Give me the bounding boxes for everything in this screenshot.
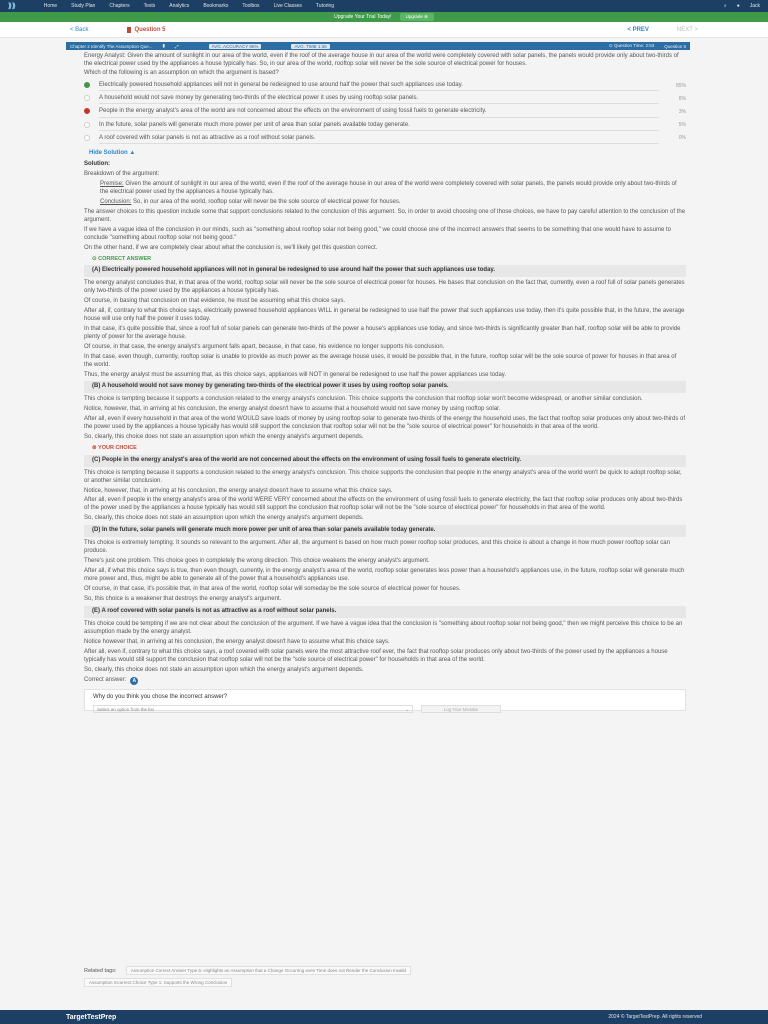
solution-paragraph: Notice, however, that, in arriving at his conclusion, the energy analyst doesn't have to assume that a household would not save money by using rooftop solar. (84, 406, 501, 413)
solution-paragraph: Thus, the energy analyst must be assuming that, as this choice says, appliances will NOT in general be redesigned to use half the power appliances use today. (84, 371, 507, 378)
solution-paragraph: So, this choice is a weakener that destroys the energy analyst's argument. (84, 596, 282, 603)
trial-text: Upgrade Your Trial Today! (334, 14, 392, 20)
nav-home[interactable]: Home (43, 3, 58, 9)
correct-check-icon[interactable] (84, 82, 90, 88)
solution-paragraph: After all, if what this choice says is true, then even though, currently, in the energy analyst's area of the world, rooftop solar generates less power than a household's appliances use, in the future, rooftop solar will generate much more power and, thus, might be able to generate all of the power that a household's appliances use. (84, 568, 685, 583)
choice-percent-bar (99, 117, 659, 118)
conclusion: Conclusion: So, in our area of the world, rooftop solar will never be the sole source of electrical power for houses. (100, 198, 401, 205)
footer (0, 1010, 768, 1024)
solution-paragraph: Of course, in basing that conclusion on that evidence, he must be assuming what this choice says. (84, 297, 346, 304)
solution-paragraph: After all, even if, contrary to what this choice says, a roof covered with solar panels were the most attractive roof ever, the fact that rooftop solar produces only about two-thirds of the power used by the appliances a house typically has would still support the conclusion that rooftop solar will not be the "sole source of electrical power" for households in that area of the world. (84, 649, 668, 663)
choice-e-heading: (E) A roof covered with solar panels is not as attractive as a roof without solar panels. (84, 606, 686, 618)
solution-paragraph: After all, even if people in the energy analyst's area of the world WERE VERY concerned about the effects on the environment of using fossil fuels to generate electricity, the fact that rooftop solar produces only about two-thirds of the power used by the appliances a house typically has would still support the conclusion that rooftop solar will not be the "sole source of electrical power" for households in that area of the world. (84, 497, 683, 512)
choice-percent-bar (99, 130, 659, 131)
breakdown-label: Breakdown of the argument: (84, 170, 160, 177)
solution-paragraph: After all, if, contrary to what this choice says, electrically powered household appliances WILL in general be redesigned to use half the power that such appliances use today, then it's quite possible that, in the future, the average house will use only half the power it uses today. (84, 307, 685, 322)
expand-icon[interactable]: ⤢ (174, 43, 179, 49)
nav-live-classes[interactable]: Live Classes (273, 3, 302, 9)
mistake-question: Why do you think you chose the incorrect answer? (93, 693, 228, 700)
answer-choices (84, 81, 686, 143)
nav-analytics[interactable]: Analytics (169, 3, 190, 9)
back-button[interactable]: < Back (70, 26, 89, 33)
solution-paragraph: After all, even if every household in that area of the world WOULD save loads of money by using rooftop solar to generate two-thirds of the energy the household uses, the fact that rooftop solar produces only about two-thirds of the power used by the appliances a house typically has would still support the conclusion that rooftop solar will not be the "sole source of electrical power" for households in that area of the world. (84, 416, 686, 431)
hide-solution-toggle[interactable]: Hide Solution ▲ (89, 149, 136, 156)
trial-banner (0, 12, 768, 22)
stimulus: Energy Analyst: Given the amount of sunlight in our area of the world, even if the roof of the average house in our area of the world were completely covered with solar panels, the panels would provide only about two-thirds of the electrical power used by the appliances a house typically has. So, in our area of the world, rooftop solar will never be the sole source of electrical power for houses. (84, 53, 679, 68)
choice-b[interactable]: A household would not save money by generating two-thirds of the electrical power it uses by using rooftop solar panels. 6% (84, 94, 686, 104)
choice-b-heading: (B) A household would not save money by generating two-thirds of the electrical power it uses by using rooftop solar panels. (84, 381, 686, 393)
question-content (84, 52, 686, 711)
solution-paragraph: This choice is tempting because it supports a conclusion related to the energy analyst's conclusion. This choice supports the conclusion that people in the energy analyst's area of the world won't be quick to adopt rooftop solar, or another similar conclusion. (84, 469, 682, 484)
solution-paragraph: So, clearly, this choice does not state an assumption upon which the energy analyst's argument depends. (84, 515, 364, 522)
nav-tests[interactable]: Tests (143, 3, 156, 9)
question-bar (0, 22, 768, 38)
related-tags-label: Related tags: (84, 968, 117, 974)
solution-label: Solution: (84, 160, 110, 167)
solution-paragraph: The answer choices to this question include some that support conclusions related to the conclusion of this argument. So, in order to avoid choosing one of those choices, we have to pay careful attention to the conclusion of the argument. (84, 208, 686, 223)
choice-percent-bar (99, 90, 659, 91)
nav-tutoring[interactable]: Tutoring (315, 3, 335, 9)
mistake-reason-select[interactable]: Select an option from the list ⌄ (93, 705, 413, 713)
home-logo-icon[interactable]: ⟫⟫ (8, 3, 16, 10)
radio-icon[interactable] (84, 95, 90, 101)
choice-percent-bar (99, 103, 659, 104)
solution-paragraph: In that case, even though, currently, rooftop solar is unable to provide as much power as the average house uses, it would be possible that, in the future, rooftop solar will be the sole source of power for houses in that area of the world. (84, 353, 677, 368)
your-choice-badge: ⊗ YOUR CHOICE (92, 445, 137, 452)
nav-study-plan[interactable]: Study Plan (71, 3, 96, 9)
solution-paragraph: In that case, it's quite possible that, since a roof full of solar panels can generate two-thirds of the power a house's appliances use today, and since two-thirds is significantly greater than half, rooftop solar will be able to provide plenty of power for the average house. (84, 325, 681, 340)
question-info-bar (66, 42, 690, 50)
solution-paragraph: This choice could be tempting if we are not clear about the conclusion of the argument. If we have a vague idea that the conclusion is "something about rooftop solar not being good," then we might perceive this choice to be an assumption made by the energy analyst. (84, 621, 683, 636)
question-prompt: Which of the following is an assumption on which the argument is based? (84, 70, 279, 77)
nav-bookmarks[interactable]: Bookmarks (203, 3, 229, 9)
correct-answer-label: Correct answer: (84, 676, 127, 683)
chevron-down-icon: ⌄ (405, 706, 409, 712)
choice-c-heading: (C) People in the energy analyst's area of the world are not concerned about the effects on the environment of using fossil fuels to generate electricity. (84, 455, 686, 467)
solution-paragraph: So, clearly, this choice does not state an assumption upon which the energy analyst's argument depends. (84, 666, 364, 673)
copyright: 2024 © TargetTestPrep. All rights reserved (608, 1014, 702, 1020)
choice-d-heading: (D) In the future, solar panels will generate much more power per unit of area than solar panels available today generate. (84, 525, 686, 537)
incorrect-x-icon[interactable] (84, 108, 90, 114)
solution-paragraph: If we have a vague idea of the conclusion in our minds, such as "something about rooftop solar not being good," we could choose one of the incorrect answers that seems to be something that one would have to assume to conclude "something about rooftop solar not being good." (84, 226, 671, 241)
avg-time-badge: AVG. TIME 1:36 (291, 44, 329, 49)
upgrade-button[interactable]: Upgrade ⊕ (400, 13, 434, 21)
question-time: ⊙ Question Time: 2:53 (608, 43, 655, 48)
mistake-log-panel (84, 689, 686, 711)
question-number: Question 5 (134, 26, 166, 33)
question-stem (84, 52, 686, 77)
prev-button[interactable]: < PREV (627, 26, 649, 33)
related-tags (84, 966, 686, 990)
choice-a[interactable]: Electrically powered household appliances will not in general be redesigned to use around half the power that such appliances use today. 85% (84, 81, 686, 91)
solution-paragraph: The energy analyst concludes that, in that area of the world, rooftop solar will never be the sole source of electrical power for houses. He bases that conclusion on the fact that, currently, even a roof full of solar panels generates only two-thirds of the power used by the appliances a house typically has. (84, 279, 685, 294)
solution (84, 161, 686, 711)
correct-answer-letter: A (130, 677, 138, 685)
nav-chapters[interactable]: Chapters (109, 3, 130, 9)
solution-paragraph: Notice, however, that, in arriving at his conclusion, the energy analyst doesn't have to assume what this choice says. (84, 487, 393, 494)
next-button[interactable]: NEXT > (676, 26, 698, 33)
correct-answer-row (84, 677, 686, 685)
question-index: Question 5 (664, 43, 686, 49)
log-mistake-button[interactable]: Log Your Mistake (421, 705, 501, 713)
solution-paragraph: This choice is extremely tempting. It sounds so relevant to the argument. After all, the argument is based on how much power rooftop solar produces, and this choice is about a change in how much power rooftop solar can produce. (84, 540, 670, 555)
solution-paragraph: On the other hand, if we are completely clear about what the conclusion is, we'll likely get this question correct. (84, 244, 378, 251)
solution-paragraph: There's just one problem. This choice goes in completely the wrong direction. This choice weakens the energy analyst's argument. (84, 558, 430, 565)
solution-paragraph: Of course, in that case, the energy analyst's argument falls apart, because, in that case, his evidence no longer supports his conclusion. (84, 343, 445, 350)
solution-paragraph: Notice however that, in arriving at his conclusion, the energy analyst doesn't have to assume what this choice says. (84, 639, 390, 646)
correct-answer-badge: ⊙ CORRECT ANSWER (92, 255, 152, 262)
bookmark-icon[interactable]: ▮ (162, 43, 165, 48)
top-nav (0, 0, 768, 12)
chapter-title[interactable]: Chapter 2 Identify The Assumption Que... (70, 43, 153, 49)
choice-c[interactable]: People in the energy analyst's area of the world are not concerned about the effects on the environment of using fossil fuels to generate electricity. 3% (84, 107, 686, 117)
nav-toolbox[interactable]: Toolbox (242, 3, 260, 9)
choice-percent-bar (99, 143, 659, 144)
user-avatar[interactable]: ● (736, 3, 740, 9)
solution-paragraph: This choice is tempting because it supports a conclusion related to the energy analyst's conclusion. This choice supports the conclusion that rooftop solar won't become widespread, or another similar conclusion. (84, 396, 643, 403)
radio-icon[interactable] (84, 122, 90, 128)
radio-icon[interactable] (84, 135, 90, 141)
search-icon[interactable]: ⌕ (723, 3, 727, 9)
choice-a-heading: (A) Electrically powered household appliances will not in general be redesigned to use around half the power that such appliances use today. (84, 265, 686, 277)
flag-icon (127, 27, 131, 33)
solution-paragraph: Of course, in that case, it's possible that, in that area of the world, rooftop solar will someday be the sole source of electrical power for houses. (84, 586, 461, 593)
premise: Premise: Given the amount of sunlight in our area of the world, even if the roof of the average house in our area of the world were completely covered with solar panels, the panels would provide only about two-thirds of the electrical power used by the appliances a house typically has. (100, 180, 677, 195)
choice-e[interactable]: A roof covered with solar panels is not as attractive as a roof without solar panels. 0% (84, 134, 686, 144)
solution-paragraph: So, clearly, this choice does not state an assumption upon which the energy analyst's argument depends. (84, 434, 364, 441)
choice-d[interactable]: In the future, solar panels will generate much more power per unit of area than solar panels available today generate. 5% (84, 121, 686, 131)
user-menu[interactable]: Jack (749, 3, 760, 9)
avg-accuracy-badge: AVG. ACCURACY 85% (209, 44, 262, 49)
footer-logo[interactable]: TargetTestPrep (66, 1013, 117, 1021)
tag-item[interactable]: Assumption Correct Answer Type 6: Highlights an Assumption that a Change Occurring even Time does not Render the Conclusion Invalid (126, 966, 411, 975)
tag-item[interactable]: Assumption Incorrect Choice Type 1: Supports the Wrong Conclusion (84, 978, 232, 987)
question-label (127, 27, 166, 33)
